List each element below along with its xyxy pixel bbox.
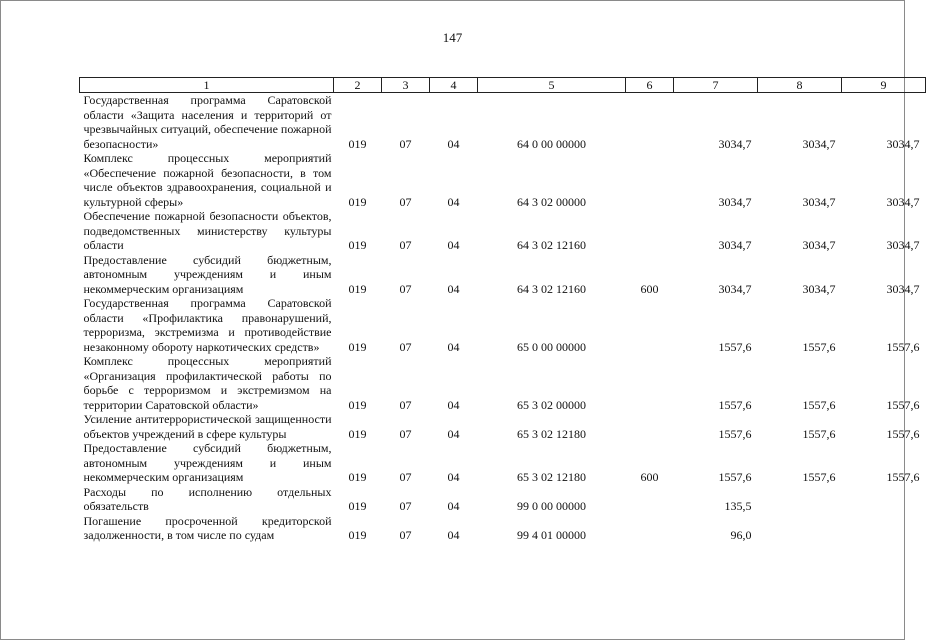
cell-expense-type: 600	[640, 470, 659, 484]
cell-subsection: 04	[447, 136, 460, 151]
cell-amount-2: 1557,6	[802, 426, 836, 441]
column-header: 3	[382, 78, 430, 93]
cell-amount-3	[842, 514, 926, 543]
column-header: 2	[334, 78, 382, 93]
table-row	[80, 93, 926, 152]
table-row	[80, 354, 926, 412]
cell-section: 07	[399, 281, 412, 296]
cell-amount-2: 3034,7	[802, 281, 836, 296]
cell-subsection: 04	[447, 238, 460, 252]
cell-amount-3: 3034,7	[886, 238, 920, 252]
row-name: Государственная программа Саратовской области «Защита населения и территорий от чрезвычайных ситуаций, обеспечение пожарной безопасности»	[83, 93, 332, 151]
cell-amount-1: 1557,6	[718, 426, 752, 441]
table-row	[80, 296, 926, 354]
cell-ministry: 019	[348, 194, 367, 209]
cell-amount-3: 3034,7	[886, 194, 920, 209]
cell-amount-2: 1557,6	[802, 470, 836, 484]
cell-ministry: 019	[348, 397, 367, 412]
row-name: Комплекс процессных мероприятий «Организация профилактической работы по борьбе с терроризмом и экстремизмом на территории Саратовской области»	[83, 354, 332, 412]
cell-amount-1: 135,5	[724, 499, 752, 513]
cell-amount-1: 1557,6	[718, 470, 752, 484]
cell-amount-2: 3034,7	[802, 238, 836, 252]
cell-amount-2: 3034,7	[802, 194, 836, 209]
cell-expense-type	[626, 514, 674, 543]
column-header: 5	[478, 78, 626, 93]
row-name: Погашение просроченной кредиторской задолженности, в том числе по судам	[83, 513, 332, 542]
table-row	[80, 441, 926, 485]
cell-ministry: 019	[348, 339, 367, 354]
cell-amount-3: 1557,6	[886, 397, 920, 412]
table-row	[80, 209, 926, 253]
cell-section: 07	[399, 397, 412, 412]
row-name: Усиление антитеррористической защищенности объектов учреждений в сфере культуры	[83, 412, 332, 441]
cell-ministry: 019	[348, 528, 367, 542]
cell-amount-3	[842, 485, 926, 514]
row-name: Предоставление субсидий бюджетным, автономным учреждениям и иным некоммерческим организациям	[83, 441, 332, 484]
row-name: Расходы по исполнению отдельных обязательств	[83, 484, 332, 513]
cell-target-article: 65 0 00 00000	[517, 339, 586, 354]
cell-expense-type	[626, 485, 674, 514]
table-row	[80, 151, 926, 209]
cell-amount-3: 3034,7	[886, 136, 920, 151]
cell-section: 07	[399, 499, 412, 513]
cell-amount-1: 3034,7	[718, 194, 752, 209]
row-name: Обеспечение пожарной безопасности объектов, подведомственных министерству культуры области	[83, 209, 332, 252]
cell-amount-3: 1557,6	[886, 426, 920, 441]
cell-ministry: 019	[348, 136, 367, 151]
cell-amount-3: 1557,6	[886, 339, 920, 354]
cell-target-article: 99 4 01 00000	[517, 528, 586, 542]
cell-expense-type	[626, 354, 674, 412]
row-name: Государственная программа Саратовской области «Профилактика правонарушений, терроризма, экстремизма и противодействие незаконному обороту наркотических средств»	[83, 296, 332, 354]
cell-expense-type: 600	[640, 281, 659, 296]
cell-section: 07	[399, 238, 412, 252]
row-name: Комплекс процессных мероприятий «Обеспечение пожарной безопасности, в том числе объектов здравоохранения, социальной и культурной сферы»	[83, 151, 332, 209]
cell-target-article: 64 3 02 12160	[517, 238, 586, 252]
cell-amount-1: 3034,7	[718, 281, 752, 296]
column-header: 8	[758, 78, 842, 93]
cell-amount-2	[758, 485, 842, 514]
cell-target-article: 64 3 02 12160	[517, 281, 586, 296]
cell-section: 07	[399, 470, 412, 484]
cell-section: 07	[399, 528, 412, 542]
cell-ministry: 019	[348, 281, 367, 296]
cell-section: 07	[399, 426, 412, 441]
cell-target-article: 65 3 02 00000	[517, 397, 586, 412]
cell-amount-1: 3034,7	[718, 136, 752, 151]
cell-subsection: 04	[447, 339, 460, 354]
cell-amount-2: 1557,6	[802, 339, 836, 354]
cell-subsection: 04	[447, 528, 460, 542]
header-row	[80, 78, 926, 93]
cell-subsection: 04	[447, 499, 460, 513]
cell-target-article: 64 3 02 00000	[517, 194, 586, 209]
cell-ministry: 019	[348, 238, 367, 252]
cell-expense-type	[626, 412, 674, 441]
cell-subsection: 04	[447, 426, 460, 441]
cell-target-article: 65 3 02 12180	[517, 426, 586, 441]
column-header: 9	[842, 78, 926, 93]
cell-amount-3: 1557,6	[886, 470, 920, 484]
cell-expense-type	[626, 209, 674, 253]
cell-amount-2: 1557,6	[802, 397, 836, 412]
column-header: 4	[430, 78, 478, 93]
cell-section: 07	[399, 136, 412, 151]
table-row	[80, 514, 926, 543]
table-row	[80, 485, 926, 514]
cell-target-article: 64 0 00 00000	[517, 136, 586, 151]
cell-expense-type	[626, 296, 674, 354]
cell-amount-2: 3034,7	[802, 136, 836, 151]
cell-target-article: 65 3 02 12180	[517, 470, 586, 484]
column-header: 1	[80, 78, 334, 93]
cell-amount-1: 1557,6	[718, 339, 752, 354]
cell-subsection: 04	[447, 397, 460, 412]
cell-ministry: 019	[348, 470, 367, 484]
cell-subsection: 04	[447, 470, 460, 484]
column-header: 7	[674, 78, 758, 93]
cell-section: 07	[399, 194, 412, 209]
cell-section: 07	[399, 339, 412, 354]
budget-table	[79, 77, 926, 543]
table-row	[80, 253, 926, 297]
cell-amount-1: 96,0	[730, 528, 752, 542]
cell-amount-1: 3034,7	[718, 238, 752, 252]
table-row	[80, 412, 926, 441]
cell-target-article: 99 0 00 00000	[517, 499, 586, 513]
cell-amount-2	[758, 514, 842, 543]
cell-amount-1: 1557,6	[718, 397, 752, 412]
row-name: Предоставление субсидий бюджетным, автономным учреждениям и иным некоммерческим организациям	[83, 252, 332, 296]
column-header: 6	[626, 78, 674, 93]
cell-expense-type	[626, 93, 674, 152]
cell-ministry: 019	[348, 426, 367, 441]
page-number: 147	[442, 30, 463, 45]
cell-subsection: 04	[447, 281, 460, 296]
cell-subsection: 04	[447, 194, 460, 209]
cell-expense-type	[626, 151, 674, 209]
cell-amount-3: 3034,7	[886, 281, 920, 296]
cell-ministry: 019	[348, 499, 367, 513]
